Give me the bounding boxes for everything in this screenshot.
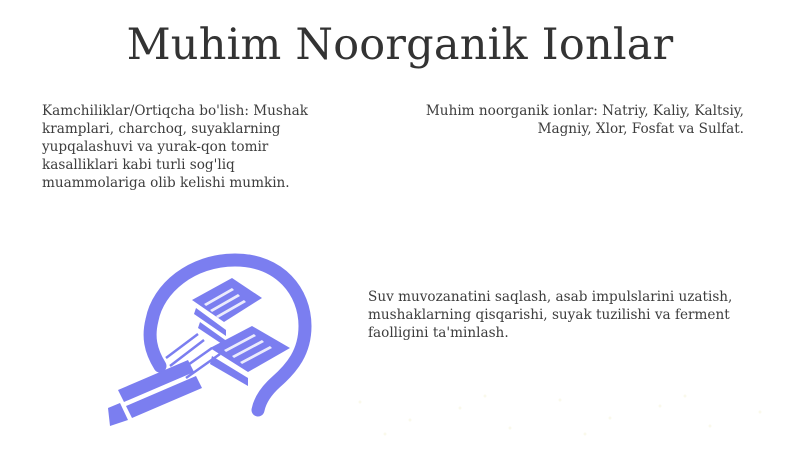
- deficiency-text: Kamchiliklar/Ortiqcha bo'lish: Mushak kramplari, charchoq, suyaklarning yupqalashuvi va yurak-qon tomir kasalliklari kabi turli sog'liq muammolariga olib kelishi mumkin.: [42, 103, 308, 191]
- lightbulb-with-book-icon: [100, 248, 320, 428]
- slide-title: Muhim Noorganik Ionlar: [126, 20, 674, 70]
- ions-list-text: Muhim noorganik ionlar: Natriy, Kaliy, Kaltsiy, Magniy, Xlor, Fosfat va Sulfat.: [425, 103, 744, 137]
- functions-text: Suv muvozanatini saqlash, asab impulslarini uzatish, mushaklarning qisqarishi, suyak tuzilishi va ferment faolligini ta'minlash.: [368, 289, 733, 341]
- decorative-dots: [340, 390, 780, 440]
